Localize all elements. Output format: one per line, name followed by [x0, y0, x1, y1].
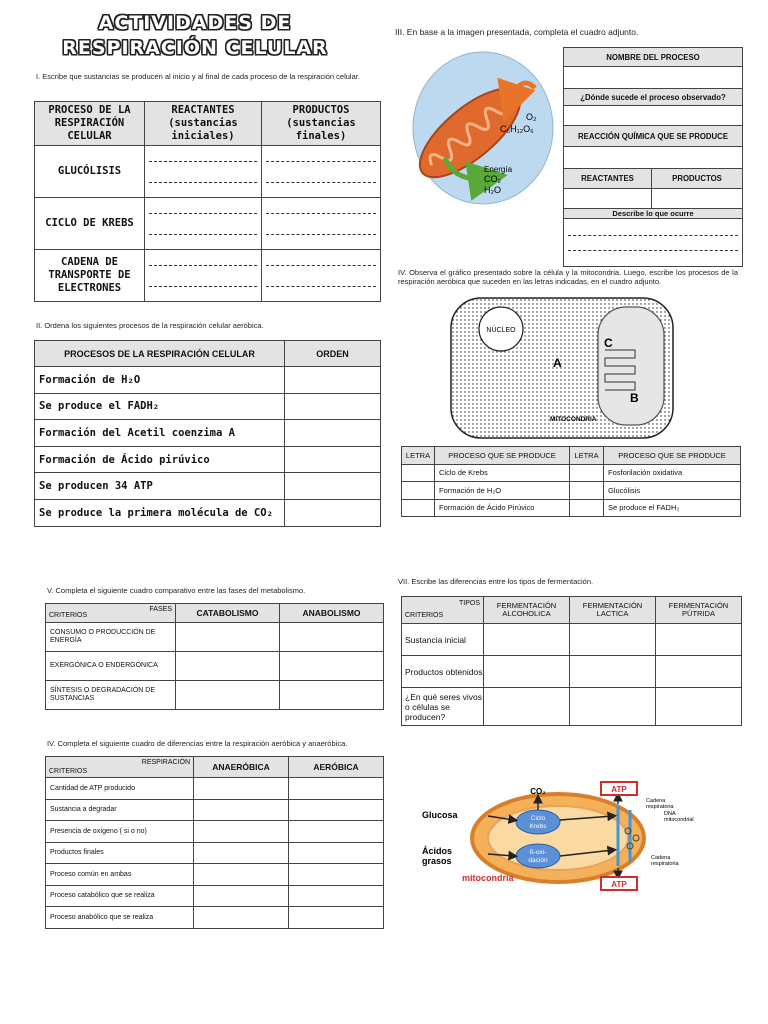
answer-cell[interactable] — [194, 907, 289, 929]
answer-cell[interactable] — [570, 656, 656, 688]
answer-cell[interactable] — [570, 688, 656, 726]
mitochondrion-image — [410, 48, 560, 208]
process-cell: Fosforilación oxidativa — [604, 464, 741, 482]
section4a-instruction: IV. Observa el gráfico presentado sobre la célula y la mitocondria. Luego, escribe los procesos de la respiración aeróbica que suceden en las letras indicadas, en el cuadro adjunto. — [398, 268, 738, 286]
label-glucose: C₆H₁₂O₆ — [500, 124, 534, 134]
productos-cell[interactable] — [262, 250, 381, 302]
describe-label: Describe lo que ocurre — [564, 209, 743, 219]
criteria-row: Presencia de oxígeno ( si o no) — [46, 821, 194, 843]
corner-bottom-label: CRITERIOS — [49, 612, 88, 619]
atp-top-label: ATP — [611, 785, 627, 794]
answer-cell[interactable] — [656, 656, 742, 688]
corner-cell — [402, 597, 484, 624]
answer-cell[interactable] — [176, 652, 280, 681]
cadena-bottom-label-2: respiratoria — [651, 861, 679, 867]
col-alcoholica-header: FERMENTACIÓN ALCOHOLICA — [484, 597, 570, 624]
col-letra-header: LETRA — [402, 447, 435, 465]
process-info-table — [563, 47, 743, 267]
order-row: Se produce el FADH₂ — [35, 393, 285, 420]
reactantes-input[interactable] — [564, 189, 652, 209]
answer-cell[interactable] — [484, 656, 570, 688]
letter-c: C — [604, 336, 613, 350]
nucleus-label: NÚCLEO — [486, 327, 516, 334]
criteria-row: Proceso común en ambas — [46, 864, 194, 886]
process-cell: Formación de H₂O — [435, 482, 570, 500]
col-proceso-header: PROCESO QUE SE PRODUCE — [604, 447, 741, 465]
label-energy: Energía — [484, 165, 513, 174]
answer-cell[interactable] — [194, 799, 289, 821]
dna-label-2: mitocondrial — [664, 817, 694, 823]
reactantes-cell[interactable] — [145, 198, 262, 250]
answer-cell[interactable] — [176, 681, 280, 710]
criteria-row: CONSUMO O PRODUCCIÓN DE ENERGÍA — [46, 623, 176, 652]
order-input[interactable] — [285, 446, 381, 473]
col-procesos-header: PROCESOS DE LA RESPIRACIÓN CELULAR — [35, 341, 285, 367]
reaccion-input[interactable] — [564, 147, 743, 169]
letter-input[interactable] — [402, 464, 435, 482]
col-putrida-header: FERMENTACIÓN PÚTRIDA — [656, 597, 742, 624]
section3-instruction: III. En base a la imagen presentada, completa el cuadro adjunto. — [395, 27, 639, 37]
answer-cell[interactable] — [289, 885, 384, 907]
row-glucolisis: GLUCÓLISIS — [35, 146, 145, 198]
corner-cell — [46, 604, 176, 623]
letter-b: B — [630, 391, 639, 405]
col-proceso-header: PROCESO DE LA RESPIRACIÓN CELULAR — [35, 102, 145, 146]
respiration-table — [45, 756, 384, 929]
title-line-1: ACTIVIDADES DE — [98, 12, 292, 34]
mitochondria-label: MITOCONDRIA — [550, 416, 597, 423]
letter-input[interactable] — [570, 464, 604, 482]
process-cell: Formación de Ácido Pirúvico — [435, 499, 570, 517]
answer-cell[interactable] — [484, 688, 570, 726]
reactantes-cell[interactable] — [145, 250, 262, 302]
productos-label: PRODUCTOS — [652, 169, 743, 189]
order-input[interactable] — [285, 420, 381, 447]
col-letra-header: LETRA — [570, 447, 604, 465]
process-cell: Se produce el FADH₂ — [604, 499, 741, 517]
answer-cell[interactable] — [289, 821, 384, 843]
criteria-row: SÍNTESIS O DEGRADACIÓN DE SUSTANCIAS — [46, 681, 176, 710]
donde-label: ¿Dónde sucede el proceso observado? — [564, 89, 743, 106]
col-anaerobica-header: ANAERÓBICA — [194, 757, 289, 778]
dna-label-1: DNA — [664, 811, 676, 817]
criteria-row: Sustancia a degradar — [46, 799, 194, 821]
answer-cell[interactable] — [570, 624, 656, 656]
reactants-products-table — [34, 101, 381, 302]
section6-instruction: IV. Completa el siguiente cuadro de diferencias entre la respiración aeróbica y anaeróbica. — [47, 739, 348, 748]
cadena-top-label-1: Cadena — [646, 798, 666, 804]
letter-input[interactable] — [402, 499, 435, 517]
answer-cell[interactable] — [289, 778, 384, 800]
donde-input[interactable] — [564, 106, 743, 126]
answer-cell[interactable] — [280, 681, 384, 710]
process-cell: Glucólisis — [604, 482, 741, 500]
answer-cell[interactable] — [289, 864, 384, 886]
col-anabolismo-header: ANABOLISMO — [280, 604, 384, 623]
criteria-row: EXERGÓNICA O ENDERGÓNICA — [46, 652, 176, 681]
productos-cell[interactable] — [262, 198, 381, 250]
fermentation-table — [401, 596, 742, 726]
label-co2: CO₂ — [484, 174, 501, 184]
mitocondria-label: mitocondria — [462, 873, 514, 883]
nombre-label: NOMBRE DEL PROCESO — [564, 48, 743, 67]
productos-input[interactable] — [652, 189, 743, 209]
letter-input[interactable] — [570, 482, 604, 500]
label-o2: O₂ — [526, 112, 537, 122]
corner-bottom-label: CRITERIOS — [49, 768, 88, 775]
criteria-row: Productos finales — [46, 842, 194, 864]
criteria-row: Productos obtenidos — [402, 656, 484, 688]
answer-cell[interactable] — [289, 799, 384, 821]
answer-cell[interactable] — [194, 885, 289, 907]
order-row: Formación de H₂O — [35, 367, 285, 394]
order-row: Se produce la primera molécula de CO₂ — [35, 499, 285, 526]
criteria-row: Cantidad de ATP producido — [46, 778, 194, 800]
answer-cell[interactable] — [194, 821, 289, 843]
order-row: Formación del Acetil coenzima A — [35, 420, 285, 447]
answer-cell[interactable] — [656, 624, 742, 656]
corner-cell — [46, 757, 194, 778]
cadena-bottom-label-1: Cadena — [651, 855, 671, 861]
beta-oxidation — [516, 844, 560, 868]
row-krebs: CICLO DE KREBS — [35, 198, 145, 250]
cell-diagram — [448, 295, 676, 441]
answer-cell[interactable] — [484, 624, 570, 656]
letter-input[interactable] — [570, 499, 604, 517]
section5-instruction: V. Completa el siguiente cuadro comparativo entre las fases del metabolismo. — [47, 586, 306, 595]
atp-bottom-label: ATP — [611, 880, 627, 889]
col-catabolismo-header: CATABOLISMO — [176, 604, 280, 623]
section7-instruction: VII. Escribe las diferencias entre los tipos de fermentación. — [398, 577, 594, 586]
answer-cell[interactable] — [280, 652, 384, 681]
describe-input[interactable] — [564, 219, 743, 267]
krebs-label-2: Krebs — [529, 823, 547, 830]
corner-top-label: FASES — [149, 606, 172, 613]
order-input[interactable] — [285, 499, 381, 526]
reactantes-cell[interactable] — [145, 146, 262, 198]
col-proceso-header: PROCESO QUE SE PRODUCE — [435, 447, 570, 465]
criteria-row: ¿En qué seres vivos o células se producen? — [402, 688, 484, 726]
cadena-top-label-2: respiratoria — [646, 804, 674, 810]
answer-cell[interactable] — [194, 864, 289, 886]
grasos-label: grasos — [422, 856, 452, 866]
answer-cell[interactable] — [194, 842, 289, 864]
glucosa-label: Glucosa — [422, 810, 458, 820]
krebs-label-1: Ciclo — [530, 815, 546, 822]
answer-cell[interactable] — [289, 842, 384, 864]
order-input[interactable] — [285, 473, 381, 500]
answer-cell[interactable] — [289, 907, 384, 929]
mitochondria-metabolism-diagram — [418, 776, 718, 896]
section1-instruction: I. Escribe que sustancias se producen al inicio y al final de cada proceso de la respiración celular. — [36, 72, 360, 81]
answer-cell[interactable] — [280, 623, 384, 652]
order-row: Formación de Ácido pirúvico — [35, 446, 285, 473]
row-cadena: CADENA DE TRANSPORTE DE ELECTRONES — [35, 250, 145, 302]
order-input[interactable] — [285, 367, 381, 394]
corner-bottom-label: CRITERIOS — [405, 612, 444, 619]
corner-top-label: TIPOS — [458, 600, 480, 607]
label-h2o: H₂O — [484, 185, 501, 195]
beta-label-2: dación — [528, 857, 548, 864]
col-reactantes-header: REACTANTES (sustancias iniciales) — [145, 102, 262, 146]
criteria-row: Proceso catabólico que se realiza — [46, 885, 194, 907]
beta-label-1: ß-oxi- — [529, 849, 547, 856]
reaccion-label: REACCIÓN QUÍMICA QUE SE PRODUCE — [564, 126, 743, 147]
acidos-label: Ácidos — [422, 846, 453, 856]
reactantes-label: REACTANTES — [564, 169, 652, 189]
letter-process-table — [401, 446, 741, 517]
col-orden-header: ORDEN — [285, 341, 381, 367]
process-cell: Ciclo de Krebs — [435, 464, 570, 482]
corner-top-label: RESPIRACIÓN — [141, 759, 190, 766]
nombre-input[interactable] — [564, 67, 743, 89]
answer-cell[interactable] — [656, 688, 742, 726]
criteria-row: Proceso anabólico que se realiza — [46, 907, 194, 929]
letter-input[interactable] — [402, 482, 435, 500]
productos-cell[interactable] — [262, 146, 381, 198]
col-productos-header: PRODUCTOS (sustancias finales) — [262, 102, 381, 146]
col-lactica-header: FERMENTACIÓN LACTICA — [570, 597, 656, 624]
order-input[interactable] — [285, 393, 381, 420]
letter-a: A — [553, 356, 562, 370]
answer-cell[interactable] — [176, 623, 280, 652]
criteria-row: Sustancia inicial — [402, 624, 484, 656]
co2-label: CO₂ — [530, 787, 546, 796]
metabolism-table — [45, 603, 384, 710]
col-aerobica-header: AERÓBICA — [289, 757, 384, 778]
answer-cell[interactable] — [194, 778, 289, 800]
title-line-2: RESPIRACIÓN CELULAR — [62, 37, 328, 59]
order-table — [34, 340, 381, 527]
krebs-cycle — [516, 810, 560, 834]
section2-instruction: II. Ordena los siguientes procesos de la respiración celular aeróbica. — [36, 321, 264, 330]
order-row: Se producen 34 ATP — [35, 473, 285, 500]
